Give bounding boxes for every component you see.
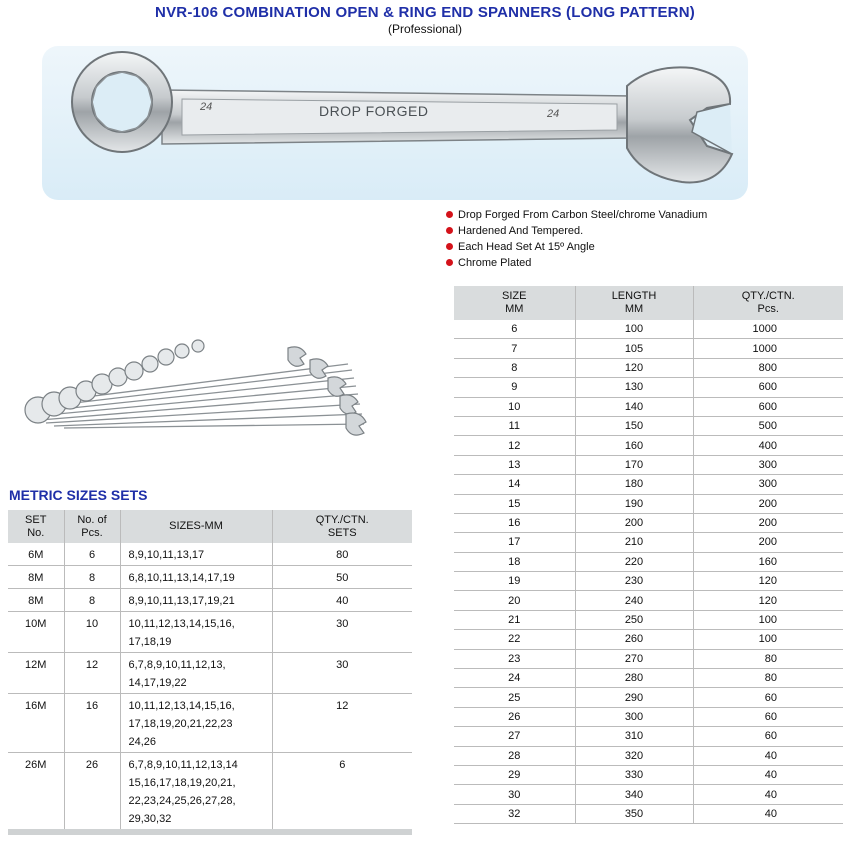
qty-cell: 300 <box>693 455 843 474</box>
sizes-line: 24,26 <box>128 736 157 748</box>
size-cell: 10 <box>454 397 575 416</box>
table-row <box>454 475 843 494</box>
table-row <box>454 610 843 629</box>
size-cell: 27 <box>454 727 575 746</box>
set-no-cell: 8M <box>8 566 64 589</box>
size-cell: 22 <box>454 630 575 649</box>
size-cell: 7 <box>454 339 575 358</box>
sizes-line: 17,18,19,20,21,22,23 <box>128 718 233 730</box>
table-row <box>454 552 843 571</box>
size-cell: 18 <box>454 552 575 571</box>
table-row <box>454 455 843 474</box>
set-no-cell: 26M <box>8 753 64 833</box>
length-cell: 130 <box>575 378 693 397</box>
bullet-icon <box>446 243 453 250</box>
sizes-cell <box>120 566 272 589</box>
qty-cell: 200 <box>693 533 843 552</box>
table-row <box>454 436 843 455</box>
size-cell: 13 <box>454 455 575 474</box>
feature-item: Drop Forged From Carbon Steel/chrome Vanadium <box>444 207 707 223</box>
product-image-panel <box>42 46 748 200</box>
metric-sets-table <box>8 510 412 835</box>
size-cell: 8 <box>454 358 575 377</box>
header-qty: QTY./CTN. SETS <box>272 510 412 543</box>
table-row <box>454 320 843 339</box>
size-cell: 25 <box>454 688 575 707</box>
table-row <box>454 591 843 610</box>
sizes-cell <box>120 653 272 694</box>
size-cell: 15 <box>454 494 575 513</box>
length-cell: 280 <box>575 669 693 688</box>
size-mark-left: 24 <box>200 101 213 113</box>
sizes-line: 8,9,10,11,13,17,19,21 <box>128 595 235 607</box>
sizes-line: 6,7,8,9,10,11,12,13, <box>128 659 226 671</box>
size-mark-right: 24 <box>547 108 560 120</box>
qty-cell: 160 <box>693 552 843 571</box>
table-row <box>454 416 843 435</box>
size-cell: 28 <box>454 746 575 765</box>
size-cell: 16 <box>454 513 575 532</box>
length-cell: 120 <box>575 358 693 377</box>
sizes-line: 10,11,12,13,14,15,16, <box>128 700 235 712</box>
sizes-line: 6,7,8,9,10,11,12,13,14 <box>128 759 238 771</box>
metric-sets-title: METRIC SIZES SETS <box>9 487 148 503</box>
qty-cell: 40 <box>693 804 843 823</box>
set-no-cell: 10M <box>8 612 64 653</box>
table-row <box>454 649 843 668</box>
qty-cell: 40 <box>693 785 843 804</box>
page-title: NVR-106 COMBINATION OPEN & RING END SPANNERS (LONG PATTERN) <box>155 4 695 21</box>
header-size: SIZE MM <box>454 286 575 320</box>
bullet-icon <box>446 211 453 218</box>
qty-cell: 600 <box>693 397 843 416</box>
sizes-line: 10,11,12,13,14,15,16, <box>128 618 235 630</box>
qty-cell: 40 <box>693 746 843 765</box>
length-cell: 200 <box>575 513 693 532</box>
size-cell: 12 <box>454 436 575 455</box>
table-row <box>8 589 412 612</box>
qty-cell: 12 <box>272 694 412 753</box>
qty-cell: 100 <box>693 630 843 649</box>
size-cell: 14 <box>454 475 575 494</box>
bullet-icon <box>446 259 453 266</box>
qty-cell: 80 <box>272 543 412 566</box>
header-length: LENGTH MM <box>575 286 693 320</box>
table-row <box>454 397 843 416</box>
table-row <box>454 572 843 591</box>
length-cell: 340 <box>575 785 693 804</box>
table-row <box>8 694 412 753</box>
table-row <box>454 765 843 784</box>
table-row <box>454 727 843 746</box>
set-no-cell: 6M <box>8 543 64 566</box>
bullet-icon <box>446 227 453 234</box>
pcs-cell: 8 <box>64 566 120 589</box>
size-cell: 26 <box>454 707 575 726</box>
qty-cell: 400 <box>693 436 843 455</box>
length-cell: 220 <box>575 552 693 571</box>
sizes-cell <box>120 612 272 653</box>
size-cell: 19 <box>454 572 575 591</box>
table-row <box>454 378 843 397</box>
qty-cell: 120 <box>693 572 843 591</box>
sizes-line: 17,18,19 <box>128 636 172 648</box>
length-cell: 140 <box>575 397 693 416</box>
length-cell: 310 <box>575 727 693 746</box>
sizes-line: 6,8,10,11,13,14,17,19 <box>128 572 235 584</box>
length-cell: 150 <box>575 416 693 435</box>
qty-cell: 60 <box>693 707 843 726</box>
header-pcs: No. of Pcs. <box>64 510 120 543</box>
table-row <box>454 339 843 358</box>
length-cell: 160 <box>575 436 693 455</box>
header-set-no: SET No. <box>8 510 64 543</box>
qty-cell: 1000 <box>693 339 843 358</box>
pcs-cell: 16 <box>64 694 120 753</box>
table-row <box>8 543 412 566</box>
table-row <box>454 669 843 688</box>
table-header-row <box>454 286 843 320</box>
length-cell: 260 <box>575 630 693 649</box>
table-row <box>454 785 843 804</box>
table-row <box>454 630 843 649</box>
size-cell: 30 <box>454 785 575 804</box>
length-cell: 240 <box>575 591 693 610</box>
qty-cell: 600 <box>693 378 843 397</box>
table-header-row <box>8 510 412 543</box>
qty-cell: 500 <box>693 416 843 435</box>
header-qty: QTY./CTN. Pcs. <box>693 286 843 320</box>
qty-cell: 30 <box>272 612 412 653</box>
sizes-cell <box>120 543 272 566</box>
length-cell: 180 <box>575 475 693 494</box>
table-row <box>454 707 843 726</box>
pcs-cell: 6 <box>64 543 120 566</box>
feature-item: Chrome Plated <box>444 255 707 271</box>
qty-cell: 80 <box>693 669 843 688</box>
length-cell: 270 <box>575 649 693 668</box>
size-cell: 23 <box>454 649 575 668</box>
table-row <box>454 804 843 823</box>
table-row <box>8 753 412 833</box>
table-row <box>8 612 412 653</box>
qty-cell: 200 <box>693 513 843 532</box>
sizes-line: 22,23,24,25,26,27,28, <box>128 795 236 807</box>
feature-item: Each Head Set At 15º Angle <box>444 239 707 255</box>
pcs-cell: 26 <box>64 753 120 833</box>
length-cell: 300 <box>575 707 693 726</box>
size-cell: 32 <box>454 804 575 823</box>
sizes-cell <box>120 589 272 612</box>
page-subtitle: (Professional) <box>387 22 463 36</box>
length-cell: 290 <box>575 688 693 707</box>
size-cell: 24 <box>454 669 575 688</box>
pcs-cell: 12 <box>64 653 120 694</box>
table-row <box>454 688 843 707</box>
length-cell: 330 <box>575 765 693 784</box>
table-row <box>454 494 843 513</box>
table-row <box>454 746 843 765</box>
spanner-set-image <box>18 334 370 444</box>
length-cell: 350 <box>575 804 693 823</box>
length-cell: 230 <box>575 572 693 591</box>
length-cell: 250 <box>575 610 693 629</box>
qty-cell: 40 <box>272 589 412 612</box>
length-cell: 170 <box>575 455 693 474</box>
qty-cell: 80 <box>693 649 843 668</box>
size-cell: 21 <box>454 610 575 629</box>
pcs-cell: 10 <box>64 612 120 653</box>
qty-cell: 50 <box>272 566 412 589</box>
sizes-line: 15,16,17,18,19,20,21, <box>128 777 236 789</box>
length-cell: 190 <box>575 494 693 513</box>
qty-cell: 100 <box>693 610 843 629</box>
sizes-cell <box>120 694 272 753</box>
size-cell: 11 <box>454 416 575 435</box>
qty-cell: 30 <box>272 653 412 694</box>
length-cell: 210 <box>575 533 693 552</box>
header-sizes: SIZES-MM <box>120 510 272 543</box>
sizes-line: 14,17,19,22 <box>128 677 187 689</box>
size-table <box>454 286 843 824</box>
size-cell: 20 <box>454 591 575 610</box>
sizes-cell <box>120 753 272 833</box>
qty-cell: 60 <box>693 727 843 746</box>
table-row <box>454 358 843 377</box>
length-cell: 105 <box>575 339 693 358</box>
size-cell: 29 <box>454 765 575 784</box>
feature-item: Hardened And Tempered. <box>444 223 707 239</box>
set-no-cell: 16M <box>8 694 64 753</box>
feature-list <box>444 207 707 271</box>
table-row <box>454 533 843 552</box>
size-cell: 9 <box>454 378 575 397</box>
qty-cell: 200 <box>693 494 843 513</box>
set-no-cell: 12M <box>8 653 64 694</box>
sizes-line: 8,9,10,11,13,17 <box>128 549 205 561</box>
combination-spanner-icon <box>42 46 748 200</box>
table-row <box>454 513 843 532</box>
qty-cell: 1000 <box>693 320 843 339</box>
sizes-line: 29,30,32 <box>128 813 172 825</box>
pcs-cell: 8 <box>64 589 120 612</box>
size-cell: 6 <box>454 320 575 339</box>
qty-cell: 6 <box>272 753 412 833</box>
set-no-cell: 8M <box>8 589 64 612</box>
qty-cell: 40 <box>693 765 843 784</box>
qty-cell: 120 <box>693 591 843 610</box>
drop-forged-stamp: DROP FORGED <box>319 103 429 119</box>
length-cell: 100 <box>575 320 693 339</box>
table-row <box>8 566 412 589</box>
length-cell: 320 <box>575 746 693 765</box>
qty-cell: 300 <box>693 475 843 494</box>
qty-cell: 60 <box>693 688 843 707</box>
size-cell: 17 <box>454 533 575 552</box>
table-row <box>8 653 412 694</box>
qty-cell: 800 <box>693 358 843 377</box>
